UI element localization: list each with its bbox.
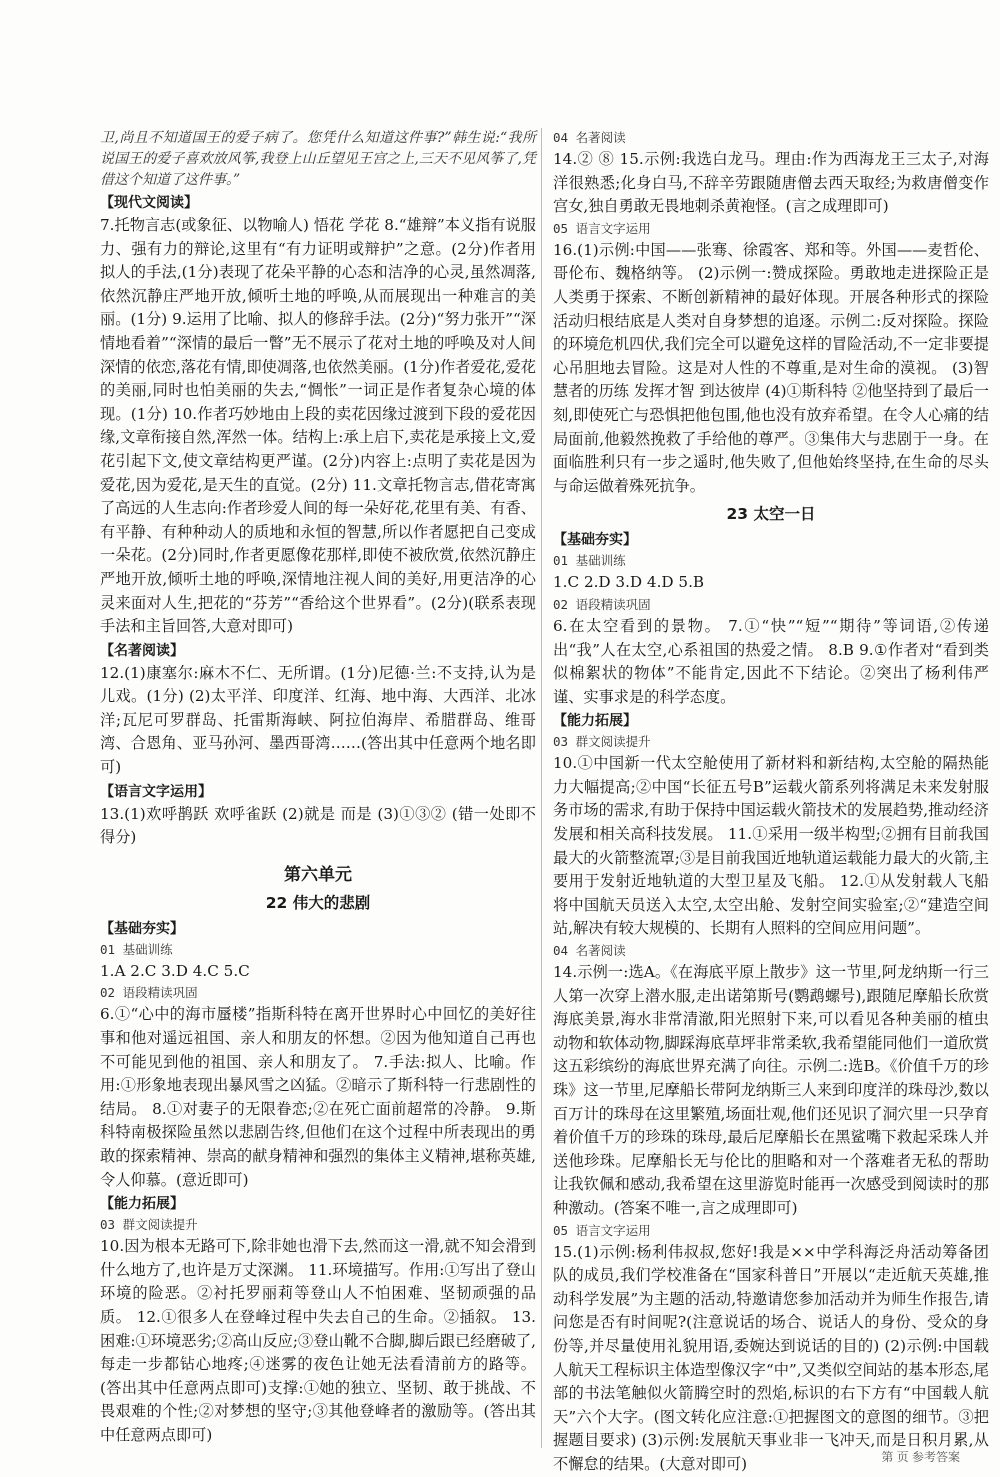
classic-reading-answers-2: 14.② ⑧ 15.示例:我选白龙马。理由:作为西海龙王三太子,对海洋很熟悉;化身白马,不辞辛劳跟随唐僧去西天取经;为救唐僧变作宫女,独自勇敢无畏地刺杀黄袍怪。(言之成理即可) [553, 150, 989, 216]
intro-paragraph: 卫,尚且不知道国王的爱子病了。您凭什么知道这件事?”韩生说:“我所说国王的爱子喜欢放风筝,我登上山丘望见王宫之上,三天不见风筝了,凭借这个知道了这件事。” [100, 130, 536, 188]
unit-title: 第六单元 [284, 864, 352, 885]
basic-answers-22: 1.A 2.C 3.D 4.C 5.C [100, 961, 250, 980]
language-use-answers-3: 15.(1)示例:杨利伟叔叔,您好!我是××中学科海泛舟活动筹备团队的成员,我们学校准备在“国家科普日”开展以“走近航天英雄,推动科学发展”为主题的活动,特邀请您参加活动并为师生作报告,请问您是否有时间呢?(注意说话的场合、说话人的身份、受众的身份等,并尽量使用礼貌用语,委婉达到说话的目的) (2)示例:中国载人航天工程标识主体造型像汉字“中”,又类似空间站的基本形态,尾部的书法笔触似火箭腾空时的烈焰,标识的右下方有“中国载人航天”六个大字。(图文转化应注意:①把握图文的意图的细节。③把握题目要求) (3)示例:发展航天事业非一飞冲天,而是日积月累,从不懈怠的结果。(大意对即可) [553, 1242, 989, 1473]
subsection-04-b: 04 名著阅读 [553, 943, 626, 959]
right-column [553, 128, 989, 1477]
section-tag-basic-23: 【基础夯实】 [553, 532, 637, 549]
subsection-01: 01 基础训练 [100, 941, 173, 957]
language-use-answers: 13.(1)欢呼鹊跃 欢呼雀跃 (2)就是 而是 (3)①③② (错一处即不得分) [100, 804, 536, 847]
reading-answers-22: 6.①“心中的海市蜃楼”指斯科特在离开世界时心中回忆的美好往事和他对遥远祖国、亲人和朋友的怀想。②因为他知道自己再也不可能见到他的祖国、亲人和朋友了。 7.手法:拟人、比喻。作用:①形象地表现出暴风雪之凶猛。②暗示了斯科特一行悲剧性的结局。 8.①对妻子的无限眷恋;②在死亡面前超常的冷静。 9.斯科特南极探险虽然以悲剧告终,但他们在这个过程中所表现出的勇敢的探索精神、崇高的献身精神和强烈的集体主义精神,堪称英雄,令人仰慕。(意近即可) [100, 1005, 536, 1189]
section-tag-basic: 【基础夯实】 [100, 920, 184, 937]
subsection-05-a: 05 语言文字运用 [553, 220, 651, 236]
subsection-02-23: 02 语段精读巩固 [553, 596, 651, 612]
subsection-03: 03 群文阅读提升 [100, 1217, 198, 1233]
lesson-title-23: 23 太空一日 [726, 505, 816, 524]
subsection-01-23: 01 基础训练 [553, 553, 626, 569]
subsection-04-a: 04 名著阅读 [553, 130, 626, 145]
ability-answers-23: 10.①中国新一代太空舱使用了新材料和新结构,太空舱的隔热能力大幅提高;②中国“长征五号B”运载火箭系列将满足未来发射服务市场的需求,有助于保持中国运载火箭技术的发展趋势,推动经济发展和相关高科技发展。 11.①采用一级半构型;②拥有目前我国最大的火箭整流罩;③是目前我国近地轨道运载能力最大的火箭,主要用于发射近地轨道的大型卫星及飞船。 12.①从发射载人飞船将中国航天员送入太空,太空出舱、发射空间实验室;②“建造空间站,解决有较大规模的、长期有人照料的空间应用问题”。 [553, 754, 989, 938]
lesson-title-22: 22 伟大的悲剧 [265, 893, 371, 912]
section-tag-language-use: 【语言文字运用】 [100, 783, 212, 800]
ability-answers-22: 10.因为根本无路可下,除非她也滑下去,然而这一滑,就不知会滑到什么地方了,也许是万丈深渊。 11.环境描写。作用:①写出了登山环境的险恶。②衬托罗丽莉等登山人不怕困难、坚韧顽强的品质。 12.①很多人在登峰过程中失去自己的生命。②插叙。 13.困难:①环境恶劣;②高山反应;③登山靴不合脚,脚后跟已经磨破了,每走一步都钻心地疼;④迷雾的夜色让她无法看清前方的路等。(答出其中任意两点即可)支撑:①她的独立、坚韧、敢于挑战、不畏艰难的个性;②对梦想的坚守;③其他登峰者的激励等。(答出其中任意两点即可) [100, 1237, 536, 1444]
section-tag-modern-reading: 【现代文阅读】 [100, 195, 198, 211]
classic-reading-answers-3: 14.示例一:选A。《在海底平原上散步》这一节里,阿龙纳斯一行三人第一次穿上潜水服,走出诺第斯号(鹦鹉螺号),跟随尼摩船长欣赏海底美景,海水非常清澈,阳光照射下来,可以看见各种美丽的植虫动物和软体动物,脚踩海底草坪非常柔软,我希望能同他们一道欣赏这五彩缤纷的海底世界充满了向往。示例二:选B。《价值千万的珍珠》这一节里,尼摩船长带阿龙纳斯三人来到印度洋的珠母沙,数以百万计的珠母在这里繁殖,场面壮观,他们还见识了洞穴里一只孕育着价值千万的珍珠的珠母,最后尼摩船长在黑鲨嘴下救起采珠人并送他珍珠。尼摩船长无与伦比的胆略和对一个落难者无私的帮助让我钦佩和感动,我希望在这里游览时能再一次感受到阅读时的那种激动。(答案不唯一,言之成理即可) [553, 963, 989, 1217]
basic-answers-23: 1.C 2.D 3.D 4.D 5.B [553, 573, 705, 592]
modern-reading-answers: 7.托物言志(或象征、以物喻人) 悟花 学花 8.“雄辩”本义指有说服力、强有力的辩论,这里有“有力证明或辩护”之意。(2分)作者用拟人的手法,(1分)表现了花朵平静的心态和洁净的心灵,虽然凋落,依然沉静庄严地开放,倾听土地的呼唤,从而展现出一种难言的美丽。(1分) 9.运用了比喻、拟人的修辞手法。(2分)“努力张开”“深情地看着”“深情的最后一瞥”无不展示了花对土地的呼唤及对人间深情的依恋,落花有情,即使凋落,也依然美丽。(1分)作者爱花,爱花的美丽,同时也怕美丽的失去,“惆怅”一词正是作者复杂心境的体现。(1分) 10.作者巧妙地由上段的卖花因缘过渡到下段的爱花因缘,文章衔接自然,浑然一体。结构上:承上启下,卖花是承接上文,爱花引起下文,使文章结构更严谨。(2分)内容上:点明了卖花是因为爱花,因为爱花,是天生的直觉。(2分) 11.文章托物言志,借花寄寓了高远的人生志向:作者珍爱人间的每一朵好花,花里有美、有香、有平静、有种种动人的质地和永恒的智慧,所以作者愿把自己变成一朵花。(2分)同时,作者更愿像花那样,即使不被欣赏,依然沉静庄严地开放,倾听土地的呼唤,深情地注视人间的美好,用更洁净的心灵来面对人生,把花的“芬芳”“香给这个世界看”。(2分)(联系表现手法和主旨回答,大意对即可) [100, 216, 536, 636]
subsection-02: 02 语段精读巩固 [100, 985, 198, 1001]
column-divider [541, 128, 542, 1448]
subsection-03-23: 03 群文阅读提升 [553, 734, 651, 750]
section-tag-ability: 【能力拓展】 [100, 1196, 184, 1213]
section-tag-ability-23: 【能力拓展】 [553, 713, 637, 730]
language-use-answers-2: 16.(1)示例:中国——张骞、徐霞客、郑和等。外国——麦哲伦、哥伦布、魏格纳等。 (2)示例一:赞成探险。勇敢地走进探险正是人类勇于探索、不断创新精神的最好体现。开展各种形式的探险活动归根结底是人类对自身梦想的追逐。示例二:反对探险。探险的环境危机四伏,我们完全可以避免这样的冒险活动,不一定非要提心吊胆地去冒险。这是对人性的不尊重,是对生命的漠视。 (3)智慧者的历练 发挥才智 到达彼岸 (4)①斯科特 ②他坚持到了最后一刻,即使死亡与恐惧把他包围,他也没有放弃希望。在令人心痛的结局面前,他毅然挽救了手给他的尊严。③集伟大与悲剧于一身。在面临胜利只有一步之遥时,他失败了,但他始终坚持,在生命的尽头与命运做着殊死抗争。 [553, 240, 989, 495]
subsection-05-b: 05 语言文字运用 [553, 1222, 651, 1238]
left-column [100, 128, 536, 1448]
section-tag-classic-reading: 【名著阅读】 [100, 642, 184, 659]
classic-reading-answers: 12.(1)康塞尔:麻木不仁、无所谓。(1分)尼德·兰:不支持,认为是儿戏。(1分) (2)太平洋、印度洋、红海、地中海、大西洋、北冰洋;瓦尼可罗群岛、托雷斯海峡、阿拉伯海岸、希腊群岛、维哥湾、合恩角、亚马孙河、墨西哥湾……(答出其中任意两个地名即可) [100, 663, 536, 777]
reading-answers-23: 6.在太空看到的景物。 7.①“快”“短”“期待”等词语,②传递出“我”人在太空,心系祖国的热爱之情。 8.B 9.①作者对“看到类似棉絮状的物体”不能肯定,因此不下结论。②突出了杨利伟严谨、实事求是的科学态度。 [553, 616, 989, 706]
page-footer: 第 页 参考答案 [881, 1450, 960, 1464]
